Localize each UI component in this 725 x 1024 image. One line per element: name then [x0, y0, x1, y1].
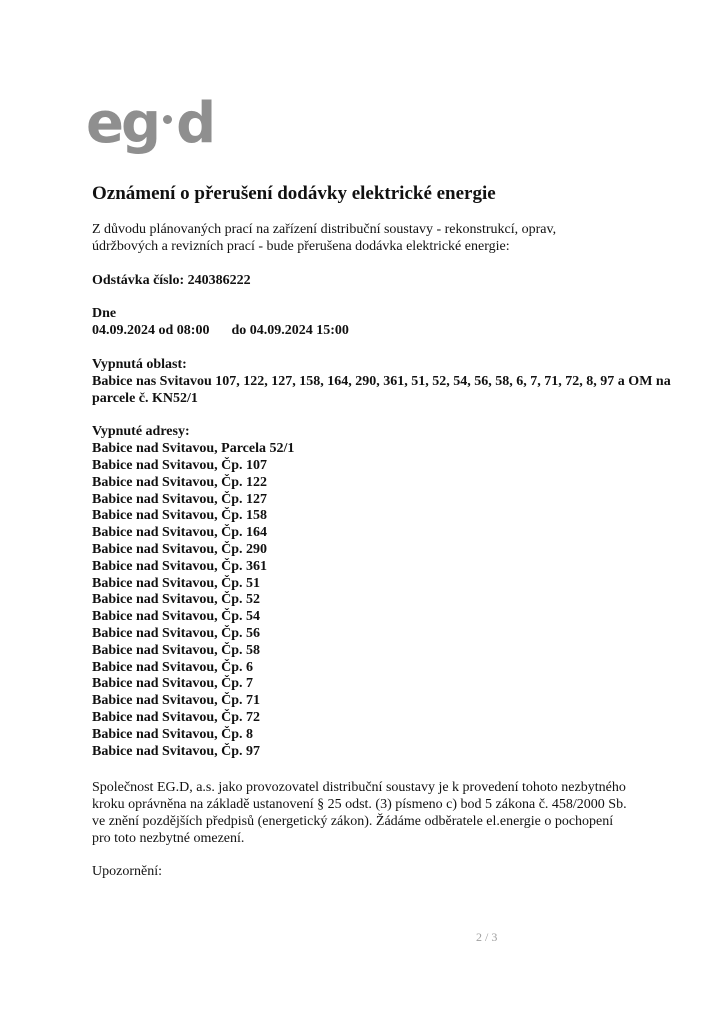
list-item: Babice nad Svitavou, Čp. 52 — [92, 592, 261, 608]
document-body — [92, 222, 692, 880]
area-section — [92, 357, 692, 407]
page-title: Oznámení o přerušení dodávky elektrické energie — [92, 183, 496, 204]
logo-dot-icon — [163, 115, 172, 124]
date-range — [92, 323, 692, 340]
list-item: Babice nad Svitavou, Čp. 6 — [92, 659, 254, 675]
intro-paragraph: Z důvodu plánovaných prací na zařízení distribuční soustavy - rekonstrukcí, oprav, údržbových a revizních prací - bude přerušena dodávka elektrické energie: — [92, 222, 557, 254]
list-item: Babice nad Svitavou, Čp. 127 — [92, 491, 268, 507]
warning-label: Upozornění: — [92, 863, 162, 879]
date-label: Dne — [92, 306, 117, 322]
area-value: Babice nas Svitavou 107, 122, 127, 158, 164, 290, 361, 51, 52, 54, 56, 58, 6, 7, 71, 72, 8, 97 a OM na parcele č. KN52/1 — [92, 373, 671, 406]
list-item: Babice nad Svitavou, Parcela 52/1 — [92, 441, 295, 457]
page-number: 2 / 3 — [476, 930, 498, 944]
list-item: Babice nad Svitavou, Čp. 56 — [92, 625, 261, 641]
list-item: Babice nad Svitavou, Čp. 97 — [92, 743, 261, 759]
list-item: Babice nad Svitavou, Čp. 58 — [92, 642, 261, 658]
logo-text-eg: eg — [86, 91, 159, 156]
logo-text-d: d — [176, 91, 214, 156]
outage-number: Odstávka číslo: 240386222 — [92, 272, 251, 288]
addresses-section — [92, 424, 692, 760]
area-label: Vypnutá oblast: — [92, 356, 187, 372]
list-item: Babice nad Svitavou, Čp. 290 — [92, 541, 268, 557]
list-item: Babice nad Svitavou, Čp. 107 — [92, 457, 268, 473]
date-from: 04.09.2024 od 08:00 — [92, 323, 210, 339]
list-item: Babice nad Svitavou, Čp. 72 — [92, 709, 261, 725]
date-to: do 04.09.2024 15:00 — [231, 323, 349, 339]
address-list — [92, 441, 692, 760]
list-item: Babice nad Svitavou, Čp. 71 — [92, 693, 261, 709]
list-item: Babice nad Svitavou, Čp. 158 — [92, 508, 268, 524]
list-item: Babice nad Svitavou, Čp. 7 — [92, 676, 254, 692]
list-item: Babice nad Svitavou, Čp. 361 — [92, 558, 268, 574]
list-item: Babice nad Svitavou, Čp. 122 — [92, 474, 268, 490]
legal-notice: Společnost EG.D, a.s. jako provozovatel distribuční soustavy je k provedení tohoto nezbytného kroku oprávněna na základě ustanovení § 25 odst. (3) písmeno c) bod 5 zákona č. 458/2000 Sb. ve znění pozdějších předpisů (energetický zákon). Žádáme odběratele el.energie o pochopení pro toto nezbytné omezení. — [92, 780, 627, 846]
list-item: Babice nad Svitavou, Čp. 54 — [92, 609, 261, 625]
addresses-label: Vypnuté adresy: — [92, 424, 190, 440]
egd-logo — [86, 91, 214, 156]
list-item: Babice nad Svitavou, Čp. 51 — [92, 575, 261, 591]
date-section — [92, 306, 692, 340]
list-item: Babice nad Svitavou, Čp. 164 — [92, 525, 268, 541]
list-item: Babice nad Svitavou, Čp. 8 — [92, 726, 254, 742]
